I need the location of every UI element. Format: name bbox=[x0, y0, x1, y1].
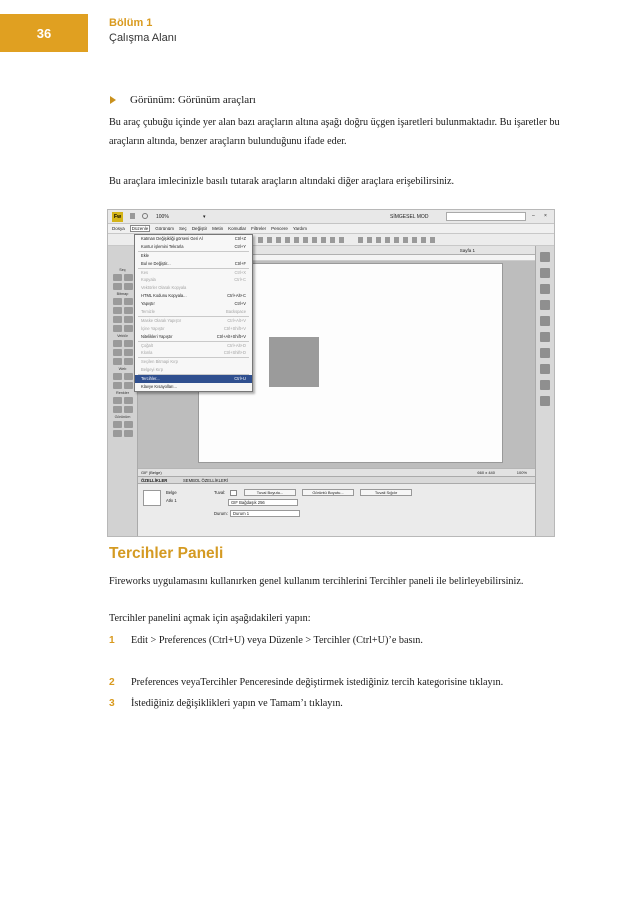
paragraph-tools-markers: Bu araç çubuğu içinde yer alan bazı araçların altına aşağı doğru üçgen işaretleri bulunmaktadır. Bu işaretler bu araçların altında, benzer araçların bulunduğunu ifade eder. bbox=[109, 117, 560, 147]
menu-item[interactable] bbox=[135, 375, 252, 383]
slice-tool-icon[interactable] bbox=[124, 373, 133, 380]
paragraph-tools-access: Bu araçlara imlecinizle basılı tutarak araçların altındaki diğer araçlara erişebilirsiniz. bbox=[109, 176, 455, 187]
menu-item[interactable] bbox=[135, 317, 252, 325]
zoom-icon[interactable] bbox=[124, 430, 133, 437]
menu-item-shortcut: Ctrl+X bbox=[234, 269, 246, 275]
canvas-size-status: 660 x 440 bbox=[477, 470, 495, 475]
zoom-level[interactable]: 100% bbox=[156, 214, 169, 220]
fireworks-logo: Fw bbox=[112, 212, 123, 222]
bitmap-tools bbox=[108, 298, 137, 332]
image-size-button[interactable]: Görüntü Boyutu... bbox=[302, 489, 354, 496]
menu-gorunum[interactable]: Görünüm bbox=[155, 226, 175, 231]
pen-tool-icon[interactable] bbox=[124, 340, 133, 347]
page-number-badge bbox=[0, 14, 88, 52]
menu-item-label: Seçilen Bitmapi Kırp bbox=[141, 359, 178, 365]
menu-item[interactable] bbox=[135, 366, 252, 374]
step-text: İstediğiniz değişiklikleri yapın ve Tamam’ı tıklayın. bbox=[131, 698, 343, 709]
bullet-triangle-icon bbox=[110, 96, 116, 104]
select-tools bbox=[108, 274, 137, 290]
menu-item-shortcut: Ctrl+C bbox=[234, 277, 246, 283]
menu-item-label: Temizle bbox=[141, 309, 155, 315]
rectangle-tool-icon[interactable] bbox=[113, 349, 122, 356]
menu-yardim[interactable]: Yardım bbox=[292, 226, 308, 231]
menu-item-label: Çoğalt bbox=[141, 342, 153, 348]
zoom-dropdown-icon[interactable]: ▾ bbox=[203, 214, 206, 220]
edit-dropdown-menu bbox=[134, 234, 253, 392]
color-tools bbox=[108, 397, 137, 413]
menu-item-shortcut: Ctrl+Alt+C bbox=[227, 293, 246, 299]
gray-rectangle-shape[interactable] bbox=[269, 337, 319, 387]
layers-panel-icon[interactable] bbox=[540, 284, 550, 294]
menu-item-label: Katman Değişikliği görseni Geri Al bbox=[141, 236, 203, 241]
menu-item-shortcut: Backspace bbox=[225, 309, 246, 315]
status-bar bbox=[138, 468, 535, 476]
show-slices-icon[interactable] bbox=[124, 382, 133, 389]
menu-item-label: Klonla bbox=[141, 350, 153, 356]
paint-bucket-tool-icon[interactable] bbox=[124, 397, 133, 404]
step-number: 1 bbox=[109, 635, 115, 646]
replace-color-tool-icon[interactable] bbox=[124, 325, 133, 332]
view-tools bbox=[108, 421, 137, 437]
menu-filtreler[interactable]: Filtreler bbox=[251, 226, 267, 231]
menu-item-label: Kontur işlemini Tekrarla bbox=[141, 243, 184, 249]
page-number: 36 bbox=[36, 25, 52, 41]
tool-section-vector: Vektör bbox=[117, 334, 128, 338]
step-number: 3 bbox=[109, 698, 115, 709]
freeform-tool-icon[interactable] bbox=[113, 358, 122, 365]
menu-item-label: Klavye Kısayolları... bbox=[141, 384, 177, 390]
hide-slices-icon[interactable] bbox=[113, 382, 122, 389]
web-tools bbox=[108, 373, 137, 389]
vector-tools bbox=[108, 340, 137, 365]
line-tool-icon[interactable] bbox=[113, 340, 122, 347]
pointer-tool-icon[interactable] bbox=[113, 274, 122, 281]
screen-mode-icon[interactable] bbox=[113, 421, 122, 428]
canvas-label: Tuval: bbox=[214, 490, 226, 495]
align-panel-icon[interactable] bbox=[540, 348, 550, 358]
eyedropper-tool-icon[interactable] bbox=[113, 397, 122, 404]
chapter-header bbox=[109, 17, 177, 44]
zoom-status[interactable]: 100% bbox=[516, 470, 527, 475]
doc-name: Atkı 1 bbox=[166, 498, 177, 503]
document-thumbnail bbox=[143, 490, 161, 506]
marquee-tool-icon[interactable] bbox=[113, 298, 122, 305]
hand-tool-icon[interactable] bbox=[130, 213, 135, 219]
state-select[interactable]: Durum 1 bbox=[230, 510, 300, 517]
menu-item[interactable] bbox=[135, 260, 252, 268]
knife-tool-icon[interactable] bbox=[124, 358, 133, 365]
menu-item-label: Ekle bbox=[141, 252, 149, 258]
canvas-color-swatch[interactable] bbox=[230, 490, 237, 496]
step-1 bbox=[109, 634, 423, 648]
menu-item-shortcut: Ctrl+Alt+V bbox=[227, 317, 246, 323]
menu-item-label: Belgeyi Kırp bbox=[141, 367, 164, 373]
stamp-tool-icon[interactable] bbox=[113, 325, 122, 332]
bullet-heading bbox=[110, 94, 256, 106]
step-text: Preferences veyaTercihler Penceresinde değiştirmek istediğiniz tercih kategorisine tıklayın. bbox=[131, 677, 504, 688]
menu-item-label: Vektörler Olarak Kopyala bbox=[141, 285, 187, 291]
pages-panel-icon[interactable] bbox=[540, 252, 550, 262]
menu-item-shortcut: Ctrl+Y bbox=[234, 243, 246, 249]
right-panel-dock bbox=[535, 246, 554, 536]
menu-item[interactable] bbox=[135, 243, 252, 251]
menu-degistir[interactable]: Değiştir bbox=[191, 226, 208, 231]
menu-item-label: HTML Kodunu Kopyala... bbox=[141, 293, 187, 299]
search-input[interactable] bbox=[446, 212, 526, 221]
chapter-number: Bölüm 1 bbox=[109, 17, 153, 29]
menu-item[interactable] bbox=[135, 325, 252, 333]
workspace-mode[interactable]: SİMGESEL MOD bbox=[390, 214, 429, 220]
info-panel-icon[interactable] bbox=[540, 364, 550, 374]
menu-item-label: İçine Yapıştır bbox=[141, 325, 165, 331]
tab-properties[interactable]: ÖZELLİKLER bbox=[141, 478, 168, 483]
tool-section-bitmap: Bitmap bbox=[116, 292, 129, 296]
menu-item[interactable] bbox=[135, 342, 252, 350]
fullscreen-icon[interactable] bbox=[124, 421, 133, 428]
state-label: Durum: bbox=[214, 511, 228, 516]
menu-item[interactable] bbox=[135, 284, 252, 292]
hotspot-tool-icon[interactable] bbox=[113, 373, 122, 380]
bullet-heading-text: Görünüm: Görünüm araçları bbox=[130, 94, 256, 106]
menu-item-shortcut: Ctrl+U bbox=[234, 376, 246, 382]
toolbar-align-icons[interactable] bbox=[358, 237, 438, 243]
magic-wand-tool-icon[interactable] bbox=[113, 307, 122, 314]
app-titlebar bbox=[108, 210, 554, 224]
tool-section-view: Görünüm bbox=[114, 415, 131, 419]
states-panel-icon[interactable] bbox=[540, 268, 550, 278]
menu-item[interactable] bbox=[135, 349, 252, 357]
tool-section-colors: Renkler bbox=[115, 391, 130, 395]
zoom-tool-icon[interactable] bbox=[142, 213, 148, 219]
chapter-title: Çalışma Alanı bbox=[109, 32, 177, 44]
export-format-select[interactable]: GIF Bağdaşık 256 bbox=[228, 499, 298, 506]
step-3 bbox=[109, 697, 343, 711]
page-selector[interactable]: Sayfa 1 bbox=[459, 248, 475, 253]
intro-paragraph: Fireworks uygulamasını kullanırken genel kullanım tercihlerini Tercihler paneli ile belirleyebilirsiniz. bbox=[109, 576, 524, 587]
menu-item-shortcut: Ctrl+F bbox=[234, 260, 246, 266]
menu-item[interactable] bbox=[135, 383, 252, 391]
menu-item-label: Kes bbox=[141, 269, 149, 275]
close-icon[interactable]: × bbox=[544, 213, 547, 219]
menu-komutlar[interactable]: Komutlar bbox=[228, 226, 247, 231]
menu-item-label: Maske Olarak Yapıştır bbox=[141, 317, 182, 323]
file-format-status: GIF (Belge) bbox=[141, 470, 162, 475]
minimize-icon[interactable]: – bbox=[532, 213, 535, 219]
crop-tool-icon[interactable] bbox=[124, 283, 133, 290]
menu-item-label: Nitelikleri Yapıştır bbox=[141, 333, 173, 339]
brush-tool-icon[interactable] bbox=[124, 307, 133, 314]
menu-item-label: Bul ve Değiştir... bbox=[141, 260, 171, 266]
scale-tool-icon[interactable] bbox=[113, 283, 122, 290]
menu-item-label: Kopyala bbox=[141, 277, 156, 283]
app-menubar bbox=[108, 224, 554, 234]
properties-panel bbox=[138, 476, 535, 536]
blur-tool-icon[interactable] bbox=[124, 316, 133, 323]
menu-item[interactable] bbox=[135, 308, 252, 316]
canvas-size-button[interactable]: Tuval Boyutu... bbox=[244, 489, 296, 496]
toolbar-icons[interactable] bbox=[258, 237, 348, 243]
menu-dosya[interactable]: Dosya bbox=[112, 226, 125, 231]
tool-section-select: Seç bbox=[119, 268, 126, 272]
menu-item-shortcut: Ctrl+Z bbox=[234, 236, 246, 241]
tab-symbol-properties[interactable]: SEMBOL ÖZELLİKLERİ bbox=[183, 478, 228, 483]
menu-item[interactable] bbox=[135, 252, 252, 260]
menu-item[interactable] bbox=[135, 269, 252, 277]
menu-duzenle[interactable]: Düzenle bbox=[131, 226, 149, 231]
step-number: 2 bbox=[109, 677, 115, 688]
intro-instruction: Tercihler panelini açmak için aşağıdakileri yapın: bbox=[109, 613, 311, 624]
fill-color-icon[interactable] bbox=[124, 406, 133, 413]
history-panel-icon[interactable] bbox=[540, 332, 550, 342]
menu-item[interactable] bbox=[135, 235, 252, 243]
menu-item-shortcut: Ctrl+V bbox=[234, 301, 246, 307]
step-2 bbox=[109, 676, 503, 690]
lasso-tool-icon[interactable] bbox=[124, 298, 133, 305]
fit-canvas-button[interactable]: Tuvali Sığdır bbox=[360, 489, 412, 496]
menu-item[interactable] bbox=[135, 358, 252, 366]
color-mixer-panel-icon[interactable] bbox=[540, 396, 550, 406]
doc-type-label: Belge bbox=[166, 490, 177, 495]
subselect-tool-icon[interactable] bbox=[124, 274, 133, 281]
library-panel-icon[interactable] bbox=[540, 316, 550, 326]
menu-item[interactable] bbox=[135, 333, 252, 341]
fireworks-screenshot bbox=[107, 209, 555, 537]
step-text: Edit > Preferences (Ctrl+U) veya Düzenle > Tercihler (Ctrl+U)’e basın. bbox=[131, 635, 423, 646]
menu-item-shortcut: Ctrl+Alt+Shift+V bbox=[216, 333, 246, 339]
styles-panel-icon[interactable] bbox=[540, 300, 550, 310]
menu-item-shortcut: Ctrl+Shift+D bbox=[223, 350, 246, 356]
menu-item[interactable] bbox=[135, 292, 252, 300]
menu-item-label: Yapıştır bbox=[141, 301, 155, 307]
menu-item[interactable] bbox=[135, 276, 252, 284]
menu-item[interactable] bbox=[135, 300, 252, 308]
tool-section-web: Web bbox=[118, 367, 127, 371]
hand-icon[interactable] bbox=[113, 430, 122, 437]
menu-item-shortcut: Ctrl+Shift+V bbox=[223, 325, 246, 331]
menu-metin[interactable]: Metin bbox=[212, 226, 224, 231]
menu-sec[interactable]: Seç bbox=[179, 226, 187, 231]
menu-pencere[interactable]: Pencere bbox=[271, 226, 288, 231]
stroke-color-icon[interactable] bbox=[113, 406, 122, 413]
menu-item-label: Tercihler... bbox=[141, 376, 160, 382]
menu-item-shortcut: Ctrl+Alt+D bbox=[227, 342, 246, 348]
swatches-panel-icon[interactable] bbox=[540, 380, 550, 390]
section-title: Tercihler Paneli bbox=[109, 545, 224, 562]
eraser-tool-icon[interactable] bbox=[113, 316, 122, 323]
text-tool-icon[interactable] bbox=[124, 349, 133, 356]
